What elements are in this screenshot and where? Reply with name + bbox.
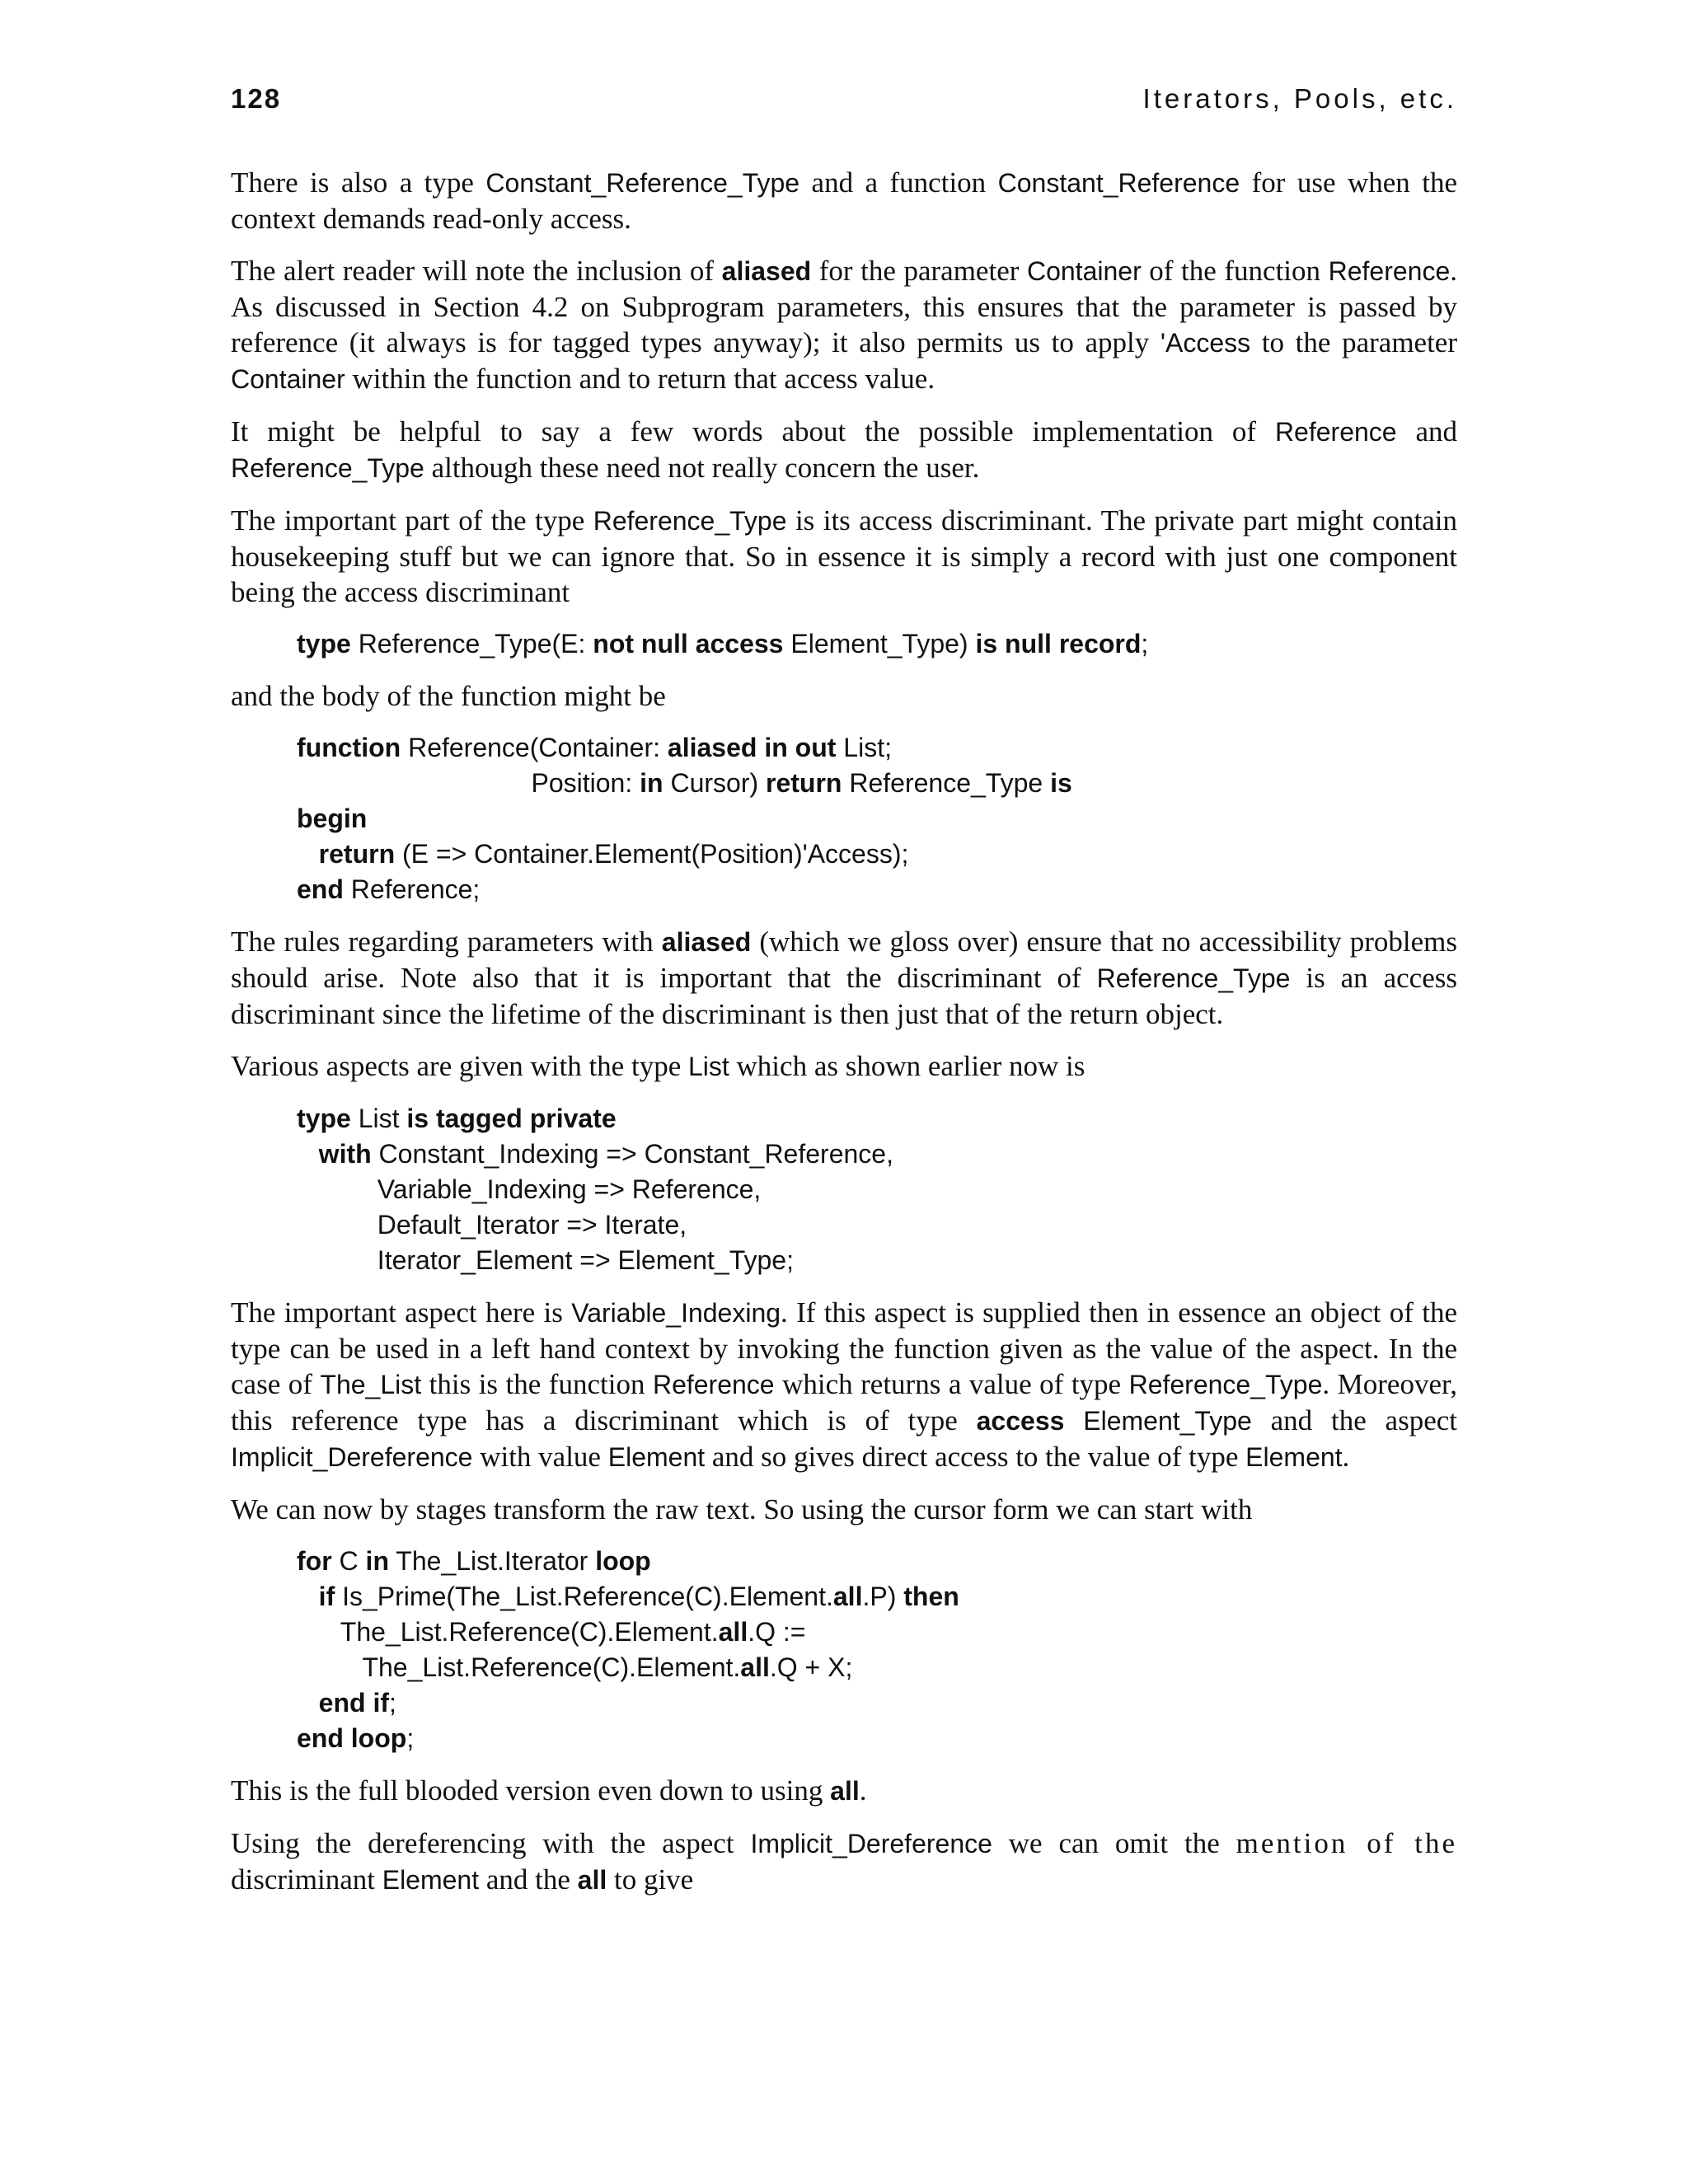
code-line: [297, 766, 1457, 801]
code-identifier: 'Access: [1160, 328, 1251, 358]
code-text: Default_Iterator => Iterate,: [297, 1210, 687, 1240]
text-run: . Moreover, this reference type has a discriminant which is of type: [231, 1368, 1457, 1436]
code-text: Reference_Type: [842, 768, 1051, 798]
code-line: [297, 872, 1457, 907]
code-keyword: all: [718, 1617, 748, 1647]
paragraph: [231, 1773, 1457, 1809]
text-run: and the body of the function might be: [231, 680, 666, 712]
code-text: Is_Prime(The_List.Reference(C).Element.: [335, 1582, 833, 1611]
code-text: C: [331, 1546, 366, 1576]
code-text: Reference(Container:: [401, 733, 668, 762]
paragraph: [231, 678, 1457, 714]
code-keyword: end loop: [297, 1723, 407, 1753]
code-line: [297, 1721, 1457, 1756]
paragraph: [231, 1825, 1457, 1898]
code-text: ;: [389, 1688, 396, 1718]
text-run: is an access discriminant since the lifetime of the discriminant is then just that of the return object.: [231, 962, 1457, 1030]
code-line: [297, 1615, 1457, 1650]
text-run: which as shown earlier now is: [729, 1050, 1085, 1082]
code-line: [297, 730, 1457, 766]
text-run: (which we gloss over) ensure that no accessibility problems should arise. Note also that it is important that the discriminant of: [231, 926, 1458, 994]
text-run: of the function: [1141, 255, 1329, 287]
code-block: [231, 1544, 1457, 1756]
code-text: Reference_Type(E:: [350, 629, 593, 658]
code-keyword: not null access: [593, 629, 784, 658]
code-keyword: aliased: [661, 927, 752, 957]
code-text: (E => Container.Element(Position)'Access);: [395, 839, 909, 869]
text-run: Various aspects are given with the type: [231, 1050, 688, 1082]
code-text: Constant_Indexing => Constant_Reference,: [371, 1139, 893, 1169]
code-text: The_List.Iterator: [388, 1546, 596, 1576]
paragraph: [231, 1295, 1457, 1475]
code-identifier: Constant_Reference_Type: [485, 168, 800, 198]
code-line: [297, 626, 1457, 662]
code-line: [297, 1579, 1457, 1615]
text-run: discriminant: [231, 1863, 382, 1896]
code-keyword: type: [297, 1104, 351, 1133]
code-identifier: Element: [382, 1865, 480, 1895]
paragraph: [231, 414, 1457, 486]
code-keyword: all: [577, 1865, 607, 1895]
code-identifier: Element: [1245, 1442, 1343, 1472]
code-keyword: all: [832, 1582, 863, 1611]
text-run: and so gives direct access to the value of type: [705, 1441, 1246, 1473]
text-run: The important aspect here is: [231, 1296, 572, 1329]
code-text: Iterator_Element => Element_Type;: [297, 1245, 794, 1275]
code-keyword: then: [903, 1582, 959, 1611]
text-run: The rules regarding parameters with: [231, 926, 662, 958]
code-identifier: Reference_Type: [1096, 963, 1291, 993]
code-keyword: loop: [595, 1546, 651, 1576]
page-number: 128: [231, 83, 282, 114]
text-run: this is the function: [421, 1368, 653, 1400]
code-keyword: is: [1050, 768, 1072, 798]
text-run: for use when the context demands read-only access.: [231, 166, 1457, 235]
code-identifier: Element: [607, 1442, 706, 1472]
code-block: [231, 730, 1457, 907]
text-run: .: [1342, 1441, 1350, 1473]
code-keyword: end if: [318, 1688, 389, 1718]
code-line: [297, 801, 1457, 837]
text-run: It might be helpful to say a few words about the possible implementation of: [231, 415, 1275, 448]
code-text: [297, 1582, 319, 1611]
code-identifier: List: [687, 1052, 729, 1081]
page-body: [231, 165, 1457, 1915]
code-identifier: The_List: [320, 1370, 422, 1399]
code-text: The_List.Reference(C).Element.: [297, 1617, 719, 1647]
code-keyword: in: [365, 1546, 389, 1576]
code-block: [231, 626, 1457, 662]
code-identifier: Container: [231, 364, 345, 394]
code-keyword: all: [740, 1652, 770, 1682]
text-run: and the aspect: [1251, 1404, 1457, 1436]
code-keyword: aliased: [721, 256, 812, 286]
paragraph: [231, 503, 1457, 610]
paragraph: [231, 165, 1457, 237]
code-text: Element_Type): [783, 629, 976, 658]
code-keyword: access: [976, 1406, 1065, 1436]
text-run: We can now by stages transform the raw text. So using the cursor form we can start with: [231, 1493, 1253, 1526]
code-line: [297, 837, 1457, 872]
code-identifier: Reference_Type: [231, 453, 424, 483]
code-keyword: with: [318, 1139, 372, 1169]
code-identifier: Implicit_Dereference: [750, 1829, 992, 1858]
code-text: Position:: [297, 768, 640, 798]
paragraph: [231, 253, 1457, 397]
text-run: which returns a value of type: [774, 1368, 1129, 1400]
text-run: for the parameter: [811, 255, 1027, 287]
code-keyword: aliased in out: [667, 733, 837, 762]
text-run: within the function and to return that access value.: [345, 363, 935, 395]
code-keyword: return: [318, 839, 396, 869]
code-identifier: Variable_Indexing: [571, 1298, 781, 1328]
code-text: Variable_Indexing => Reference,: [297, 1174, 762, 1204]
code-line: [297, 1137, 1457, 1172]
code-line: [297, 1101, 1457, 1137]
paragraph: [231, 1492, 1457, 1527]
code-text: [297, 1688, 319, 1718]
code-keyword: function: [297, 733, 401, 762]
code-keyword: end: [297, 874, 344, 904]
code-text: The_List.Reference(C).Element.: [297, 1652, 741, 1682]
code-text: ;: [406, 1723, 415, 1753]
code-identifier: Container: [1026, 256, 1142, 286]
code-text: .P): [862, 1582, 904, 1611]
running-title: Iterators, Pools, etc.: [1142, 83, 1457, 114]
code-keyword: if: [318, 1582, 335, 1611]
code-text: Cursor): [663, 768, 767, 798]
code-text: .Q :=: [748, 1617, 806, 1647]
text-run: This is the full blooded version even down to using: [231, 1774, 831, 1807]
text-run: to the parameter: [1250, 326, 1457, 359]
text-run: and a function: [799, 166, 998, 199]
code-identifier: Element_Type: [1083, 1406, 1252, 1436]
text-run: Using the dereferencing with the aspect: [231, 1827, 751, 1859]
code-keyword: is tagged private: [406, 1104, 617, 1133]
text-run: although these need not really concern the user.: [424, 452, 980, 484]
code-text: List;: [836, 733, 892, 762]
code-line: [297, 1685, 1457, 1721]
text-run: . If this aspect is supplied then in essence an object of the type can be used in a left hand context by invoking the function given as the value of the aspect. In the case of: [231, 1296, 1457, 1400]
code-identifier: Implicit_Dereference: [231, 1442, 473, 1472]
code-identifier: Reference: [1274, 417, 1397, 447]
text-run: [1064, 1404, 1083, 1436]
code-keyword: return: [766, 768, 842, 798]
code-keyword: is null record: [975, 629, 1142, 658]
text-run: The alert reader will note the inclusion of: [231, 255, 722, 287]
text-run: mention of the: [1236, 1827, 1458, 1859]
code-keyword: type: [297, 629, 351, 658]
code-text: [297, 1139, 319, 1169]
text-run: is its access discriminant. The private part might contain housekeeping stuff but we can ignore that. So in essence it is simply a record with just one component being the access discriminant: [231, 504, 1457, 608]
text-run: we can omit the: [992, 1827, 1236, 1859]
code-line: [297, 1172, 1457, 1207]
text-run: to give: [607, 1863, 694, 1896]
text-run: with value: [472, 1441, 608, 1473]
paragraph: [231, 924, 1457, 1032]
code-identifier: Reference_Type: [593, 506, 787, 536]
code-identifier: Constant_Reference: [997, 168, 1240, 198]
code-text: List: [350, 1104, 407, 1133]
code-line: [297, 1243, 1457, 1278]
code-line: [297, 1207, 1457, 1243]
code-text: [297, 839, 319, 869]
code-line: [297, 1650, 1457, 1685]
code-identifier: Reference: [652, 1370, 775, 1399]
code-keyword: begin: [297, 804, 368, 833]
text-run: . As discussed in Section 4.2 on Subprogram parameters, this ensures that the parameter is passed by reference (it always is for tagged types anyway); it also permits us to apply: [231, 255, 1458, 359]
code-text: ;: [1141, 629, 1149, 658]
code-line: [297, 1544, 1457, 1579]
code-keyword: for: [297, 1546, 332, 1576]
paragraph: [231, 1048, 1457, 1085]
text-run: .: [859, 1774, 867, 1807]
code-block: [231, 1101, 1457, 1278]
code-text: Reference;: [343, 874, 481, 904]
text-run: and: [1396, 415, 1457, 448]
code-keyword: all: [830, 1776, 860, 1806]
text-run: There is also a type: [231, 166, 486, 199]
code-keyword: in: [640, 768, 663, 798]
text-run: The important part of the type: [231, 504, 593, 537]
text-run: and the: [479, 1863, 578, 1896]
code-text: .Q + X;: [769, 1652, 853, 1682]
code-identifier: Reference: [1328, 256, 1451, 286]
code-identifier: Reference_Type: [1128, 1370, 1323, 1399]
